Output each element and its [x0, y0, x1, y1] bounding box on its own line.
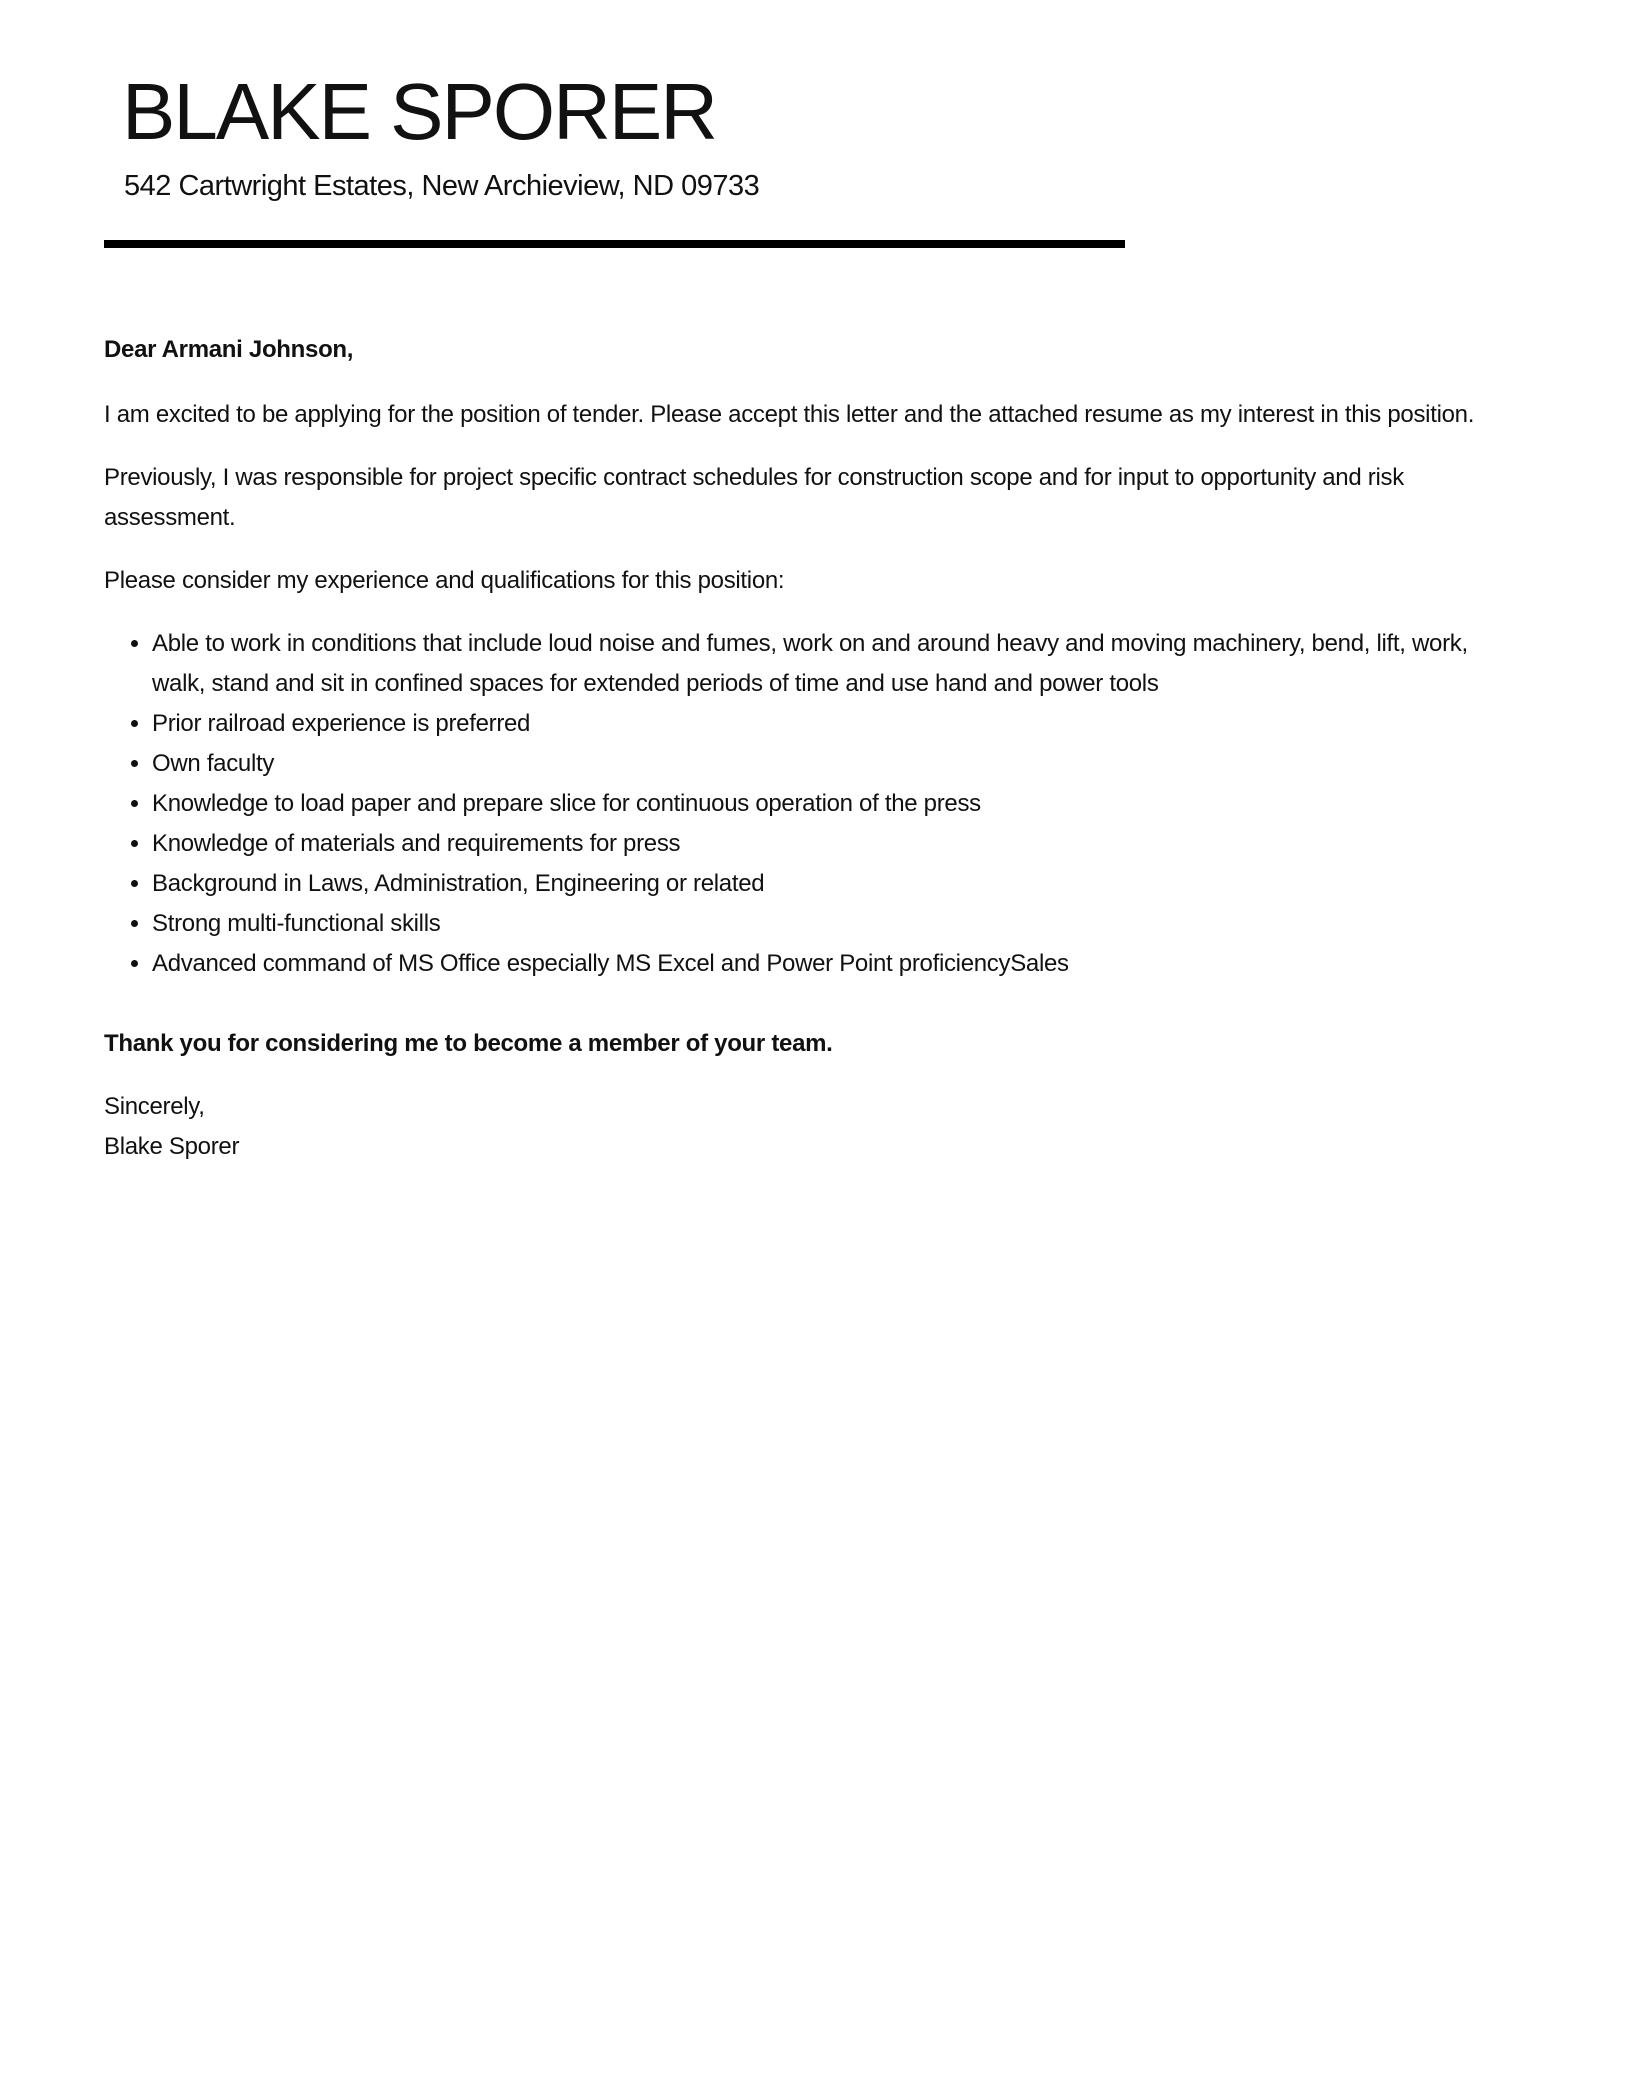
signoff: Sincerely, [104, 1093, 205, 1120]
applicant-name: BLAKE SPORER [122, 67, 717, 156]
qualifications-intro: Please consider my experience and qualifications for this position: [104, 567, 785, 594]
header-divider [104, 240, 1125, 248]
list-item: • Strong multi-functional skills [152, 904, 1524, 944]
salutation: Dear Armani Johnson, [104, 336, 354, 363]
list-item: • Advanced command of MS Office especially MS Excel and Power Point proficiencySales [152, 944, 1524, 984]
list-item: • Background in Laws, Administration, Engineering or related [152, 864, 1524, 904]
list-item: • Knowledge of materials and requirements for press [152, 824, 1524, 864]
list-item: • Able to work in conditions that include loud noise and fumes, work on and around heavy and moving machinery, bend, lift, work, walk, stand and sit in confined spaces for extended periods of time and use hand and power tools [152, 624, 1524, 704]
closing-line: Thank you for considering me to become a member of your team. [104, 1030, 833, 1057]
applicant-address: 542 Cartwright Estates, New Archieview, ND 09733 [124, 170, 760, 202]
qualifications-list [104, 624, 1524, 984]
intro-paragraph: I am excited to be applying for the position of tender. Please accept this letter and the attached resume as my interest in this position. [104, 401, 1475, 428]
list-item: • Own faculty [152, 744, 1524, 784]
letter-body [104, 330, 1524, 1167]
list-item: • Prior railroad experience is preferred [152, 704, 1524, 744]
list-item: • Knowledge to load paper and prepare slice for continuous operation of the press [152, 784, 1524, 824]
signature-name: Blake Sporer [104, 1133, 240, 1160]
experience-paragraph: Previously, I was responsible for project specific contract schedules for construction scope and for input to opportunity and risk assessment. [104, 464, 1404, 531]
